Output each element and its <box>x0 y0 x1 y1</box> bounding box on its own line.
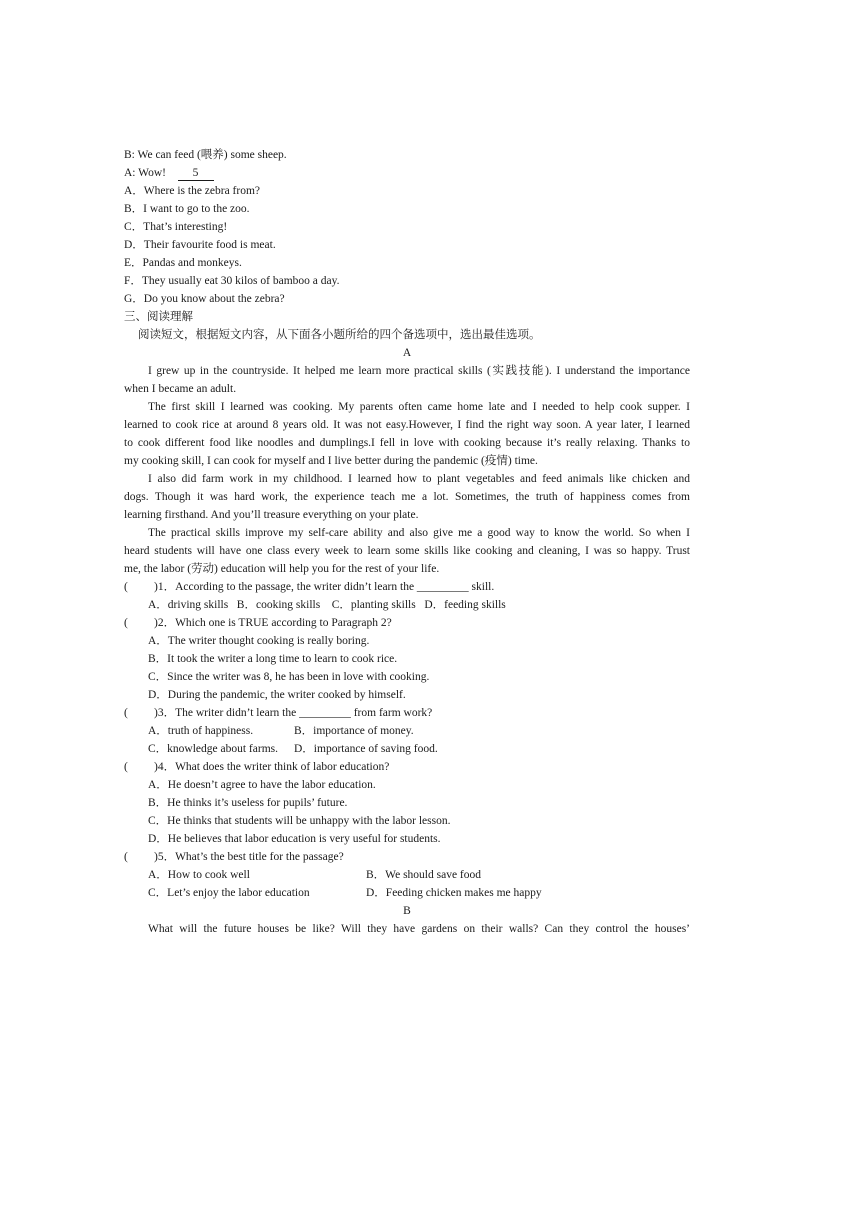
answer-paren-2[interactable]: ( <box>124 617 128 629</box>
question-2-option-a: A．The writer thought cooking is really boring. <box>148 635 370 647</box>
passage-b-line1: What will the future houses be like? Will they have gardens on their walls? Can they control the houses’ <box>148 923 690 935</box>
passage-a-p4-line1: The practical skills improve my self-care ability and also give me a good way to know the world. So when I <box>148 527 690 539</box>
option-a: A．Where is the zebra from? <box>124 185 261 197</box>
question-5-option-c: C．Let’s enjoy the labor education <box>148 887 310 899</box>
section-instruction: 阅读短文，根据短文内容，从下面各小题所给的四个备选项中，选出最佳选项。 <box>138 329 541 341</box>
passage-a-p3-line1: I also did farm work in my childhood. I learned how to plant vegetables and feed animals like chicken and <box>148 473 690 485</box>
question-5-options-row2 <box>124 884 690 902</box>
worksheet <box>124 146 690 938</box>
question-3-option-a: A．truth of happiness. <box>148 725 254 737</box>
question-2-option-d: D．During the pandemic, the writer cooked by himself. <box>148 689 406 701</box>
passage-a-p2-line4: my cooking skill, I can cook for myself and I live better during the pandemic (疫情) time. <box>124 455 538 467</box>
question-3-options-row2 <box>124 740 690 758</box>
question-5-options-row1 <box>124 866 690 884</box>
dialogue-line-b: B: We can feed (喂养) some sheep. <box>124 149 287 161</box>
dialogue-line-a-text: A: Wow! <box>124 167 166 179</box>
option-g: G．Do you know about the zebra? <box>124 293 285 305</box>
option-b: B．I want to go to the zoo. <box>124 203 250 215</box>
question-1-options: A．driving skills B．cooking skills C．planting skills D．feeding skills <box>148 599 506 611</box>
question-4-option-c: C．He thinks that students will be unhappy with the labor lesson. <box>148 815 451 827</box>
question-2 <box>124 614 690 632</box>
question-4-option-b: B．He thinks it’s useless for pupils’ future. <box>148 797 348 809</box>
passage-a-p3-line2: dogs. Though it was hard work, the experience teach me a lot. Sometimes, the truth of happiness comes from <box>124 491 690 503</box>
dialogue-line-a <box>124 164 690 182</box>
question-1 <box>124 578 690 596</box>
question-2-option-c: C．Since the writer was 8, he has been in love with cooking. <box>148 671 430 683</box>
question-5-option-a: A．How to cook well <box>148 869 250 881</box>
question-3-option-d: D．importance of saving food. <box>294 743 438 755</box>
question-3-stem: )3．The writer didn’t learn the _________ from farm work? <box>154 707 433 719</box>
passage-a-p2-line3: to cook different food like noodles and dumplings.I fell in love with cooking because it’s really relaxing. Thanks to <box>124 437 690 449</box>
question-3-option-c: C．knowledge about farms. <box>148 743 278 755</box>
option-f: F．They usually eat 30 kilos of bamboo a day. <box>124 275 340 287</box>
option-c: C．That’s interesting! <box>124 221 228 233</box>
answer-paren-4[interactable]: ( <box>124 761 128 773</box>
question-3-options-row1 <box>124 722 690 740</box>
passage-a-p1-line2: when I became an adult. <box>124 383 237 395</box>
question-1-stem: )1．According to the passage, the writer didn’t learn the _________ skill. <box>154 581 495 593</box>
option-d: D．Their favourite food is meat. <box>124 239 276 251</box>
question-4-option-a: A．He doesn’t agree to have the labor education. <box>148 779 376 791</box>
question-3 <box>124 704 690 722</box>
answer-blank-5[interactable]: 5 <box>178 167 214 181</box>
question-4-stem: )4．What does the writer think of labor education? <box>154 761 390 773</box>
answer-paren-1[interactable]: ( <box>124 581 128 593</box>
section-title: 三、阅读理解 <box>124 311 193 323</box>
passage-a-p4-line3: me, the labor (劳动) education will help you for the rest of your life. <box>124 563 440 575</box>
question-5-option-b: B．We should save food <box>366 869 482 881</box>
answer-paren-3[interactable]: ( <box>124 707 128 719</box>
passage-a-label: A <box>402 347 412 359</box>
question-5-option-d: D．Feeding chicken makes me happy <box>366 887 542 899</box>
question-5 <box>124 848 690 866</box>
passage-a-p1-line1: I grew up in the countryside. It helped me learn more practical skills (实践技能). I understand the importance <box>148 365 690 377</box>
question-5-stem: )5．What’s the best title for the passage? <box>154 851 344 863</box>
answer-paren-5[interactable]: ( <box>124 851 128 863</box>
passage-a-p2-line2: learned to cook rice at around 8 years old. It was not easy.However, I find the right way soon. A year later, I learned <box>124 419 690 431</box>
question-4-option-d: D．He believes that labor education is very useful for students. <box>148 833 441 845</box>
question-4 <box>124 758 690 776</box>
question-3-option-b: B．importance of money. <box>294 725 414 737</box>
question-2-stem: )2．Which one is TRUE according to Paragraph 2? <box>154 617 392 629</box>
passage-a-p4-line2: heard students will have one class every week to learn some skills like cooking and cleaning, I was so happy. Trust <box>124 545 690 557</box>
passage-a-p2-line1: The first skill I learned was cooking. My parents often came home late and I needed to help cook supper. I <box>148 401 690 413</box>
passage-b-label: B <box>403 905 411 917</box>
question-2-option-b: B．It took the writer a long time to learn to cook rice. <box>148 653 398 665</box>
passage-a-p3-line3: learning firsthand. And you’ll treasure everything on your plate. <box>124 509 419 521</box>
option-e: E．Pandas and monkeys. <box>124 257 242 269</box>
